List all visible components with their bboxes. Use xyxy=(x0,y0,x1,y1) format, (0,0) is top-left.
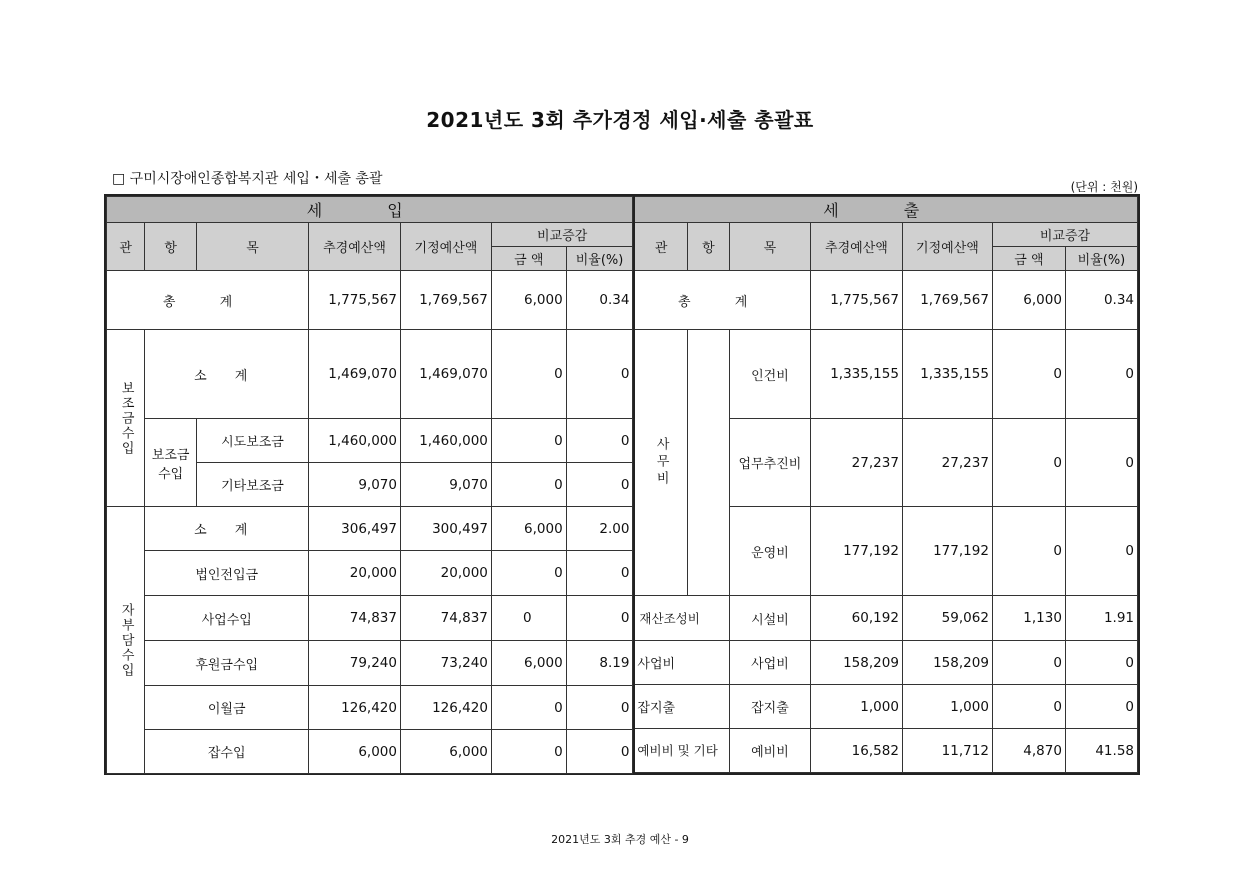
cell-diff: 1,130 xyxy=(992,596,1065,641)
cell-mok: 시도보조금 xyxy=(196,419,308,463)
cell-prev: 27,237 xyxy=(902,419,992,507)
gwan-self-funded: 자부담수입 xyxy=(107,507,145,774)
col-previous-budget: 기정예산액 xyxy=(400,223,491,271)
cell-ratio: 41.58 xyxy=(1065,729,1137,773)
total-diff: 6,000 xyxy=(491,271,566,330)
cell-ratio: 0 xyxy=(1065,330,1137,419)
cell-ratio: 0 xyxy=(566,330,633,419)
cell-supp: 79,240 xyxy=(309,641,401,686)
col-mok: 목 xyxy=(729,223,810,271)
cell-mok: 후원금수입 xyxy=(145,641,309,686)
cell-gwan: 잡지출 xyxy=(634,685,729,729)
cell-mok: 사업비 xyxy=(729,641,810,685)
cell-diff: 6,000 xyxy=(491,641,566,686)
cell-supp: 16,582 xyxy=(810,729,902,773)
revenue-table xyxy=(106,196,633,774)
col-comparison: 비교증감 xyxy=(992,223,1137,247)
page-footer: 2021년도 3회 추경 예산 - 9 xyxy=(551,833,689,846)
gwan-office-expenses: 사무비 xyxy=(634,330,687,596)
cell-mok: 잡지출 xyxy=(729,685,810,729)
table-row-total xyxy=(634,271,1137,330)
table-row xyxy=(634,685,1137,729)
cell-diff: 0 xyxy=(491,330,566,419)
cell-ratio: 2.00 xyxy=(566,507,633,551)
cell-prev: 9,070 xyxy=(400,463,491,507)
cell-diff: 0 xyxy=(491,730,566,774)
cell-diff: 0 xyxy=(992,507,1065,596)
cell-mok: 예비비 xyxy=(729,729,810,773)
cell-mok: 시설비 xyxy=(729,596,810,641)
cell-diff: 0 xyxy=(992,330,1065,419)
cell-ratio: 0 xyxy=(1065,641,1137,685)
col-mok: 목 xyxy=(196,223,308,271)
cell-diff: 0 xyxy=(992,419,1065,507)
cell-gwan: 사업비 xyxy=(634,641,729,685)
col-previous-budget: 기정예산액 xyxy=(902,223,992,271)
table-row xyxy=(107,419,633,463)
cell-prev: 1,460,000 xyxy=(400,419,491,463)
cell-mok: 사업수입 xyxy=(145,596,309,641)
section-subtitle: □ 구미시장애인종합복지관 세입・세출 총괄 xyxy=(112,171,383,187)
cell-ratio: 1.91 xyxy=(1065,596,1137,641)
table-row xyxy=(634,729,1137,773)
cell-supp: 6,000 xyxy=(309,730,401,774)
cell-mok: 이월금 xyxy=(145,686,309,730)
revenue-heading: 세 입 xyxy=(107,197,633,223)
cell-diff: 0 xyxy=(491,419,566,463)
cell-ratio: 0 xyxy=(566,730,633,774)
table-row xyxy=(107,641,633,686)
cell-prev: 158,209 xyxy=(902,641,992,685)
cell-mok: 운영비 xyxy=(729,507,810,596)
table-row xyxy=(107,507,633,551)
cell-prev: 1,000 xyxy=(902,685,992,729)
cell-mok: 인건비 xyxy=(729,330,810,419)
cell-prev: 1,335,155 xyxy=(902,330,992,419)
total-diff: 6,000 xyxy=(992,271,1065,330)
cell-prev: 20,000 xyxy=(400,551,491,596)
cell-supp: 74,837 xyxy=(309,596,401,641)
total-ratio: 0.34 xyxy=(1065,271,1137,330)
cell-prev: 6,000 xyxy=(400,730,491,774)
col-amount: 금 액 xyxy=(491,247,566,271)
table-row xyxy=(107,686,633,730)
hang-subsidy: 보조금수입 xyxy=(145,419,197,507)
gwan-subsidy: 보조금수입 xyxy=(107,330,145,507)
cell-ratio: 8.19 xyxy=(566,641,633,686)
table-row xyxy=(107,330,633,419)
col-ratio: 비율(%) xyxy=(1065,247,1137,271)
cell-supp: 177,192 xyxy=(810,507,902,596)
col-gwan: 관 xyxy=(107,223,145,271)
cell-diff: 0 xyxy=(491,596,566,641)
cell-prev: 300,497 xyxy=(400,507,491,551)
cell-supp: 1,460,000 xyxy=(309,419,401,463)
cell-diff: 6,000 xyxy=(491,507,566,551)
cell-prev: 59,062 xyxy=(902,596,992,641)
total-prev: 1,769,567 xyxy=(902,271,992,330)
table-row xyxy=(107,730,633,774)
total-supp: 1,775,567 xyxy=(810,271,902,330)
cell-diff: 4,870 xyxy=(992,729,1065,773)
cell-ratio: 0 xyxy=(566,419,633,463)
table-row xyxy=(107,596,633,641)
total-prev: 1,769,567 xyxy=(400,271,491,330)
cell-supp: 60,192 xyxy=(810,596,902,641)
cell-ratio: 0 xyxy=(566,686,633,730)
subtotal-label: 소 계 xyxy=(145,330,309,419)
cell-ratio: 0 xyxy=(1065,419,1137,507)
cell-diff: 0 xyxy=(491,551,566,596)
cell-diff: 0 xyxy=(992,685,1065,729)
table-row xyxy=(634,596,1137,641)
cell-prev: 11,712 xyxy=(902,729,992,773)
col-amount: 금 액 xyxy=(992,247,1065,271)
cell-diff: 0 xyxy=(992,641,1065,685)
table-row-total xyxy=(107,271,633,330)
cell-mok: 잡수입 xyxy=(145,730,309,774)
table-row xyxy=(107,551,633,596)
col-comparison: 비교증감 xyxy=(491,223,633,247)
cell-mok: 업무추진비 xyxy=(729,419,810,507)
hang-empty xyxy=(687,330,729,596)
col-supplementary-budget: 추경예산액 xyxy=(810,223,902,271)
cell-diff: 0 xyxy=(491,463,566,507)
total-label: 총 계 xyxy=(107,271,309,330)
col-hang: 항 xyxy=(687,223,729,271)
cell-ratio: 0 xyxy=(1065,507,1137,596)
cell-prev: 1,469,070 xyxy=(400,330,491,419)
cell-supp: 1,335,155 xyxy=(810,330,902,419)
cell-mok: 기타보조금 xyxy=(196,463,308,507)
budget-summary-tables xyxy=(104,194,1140,775)
cell-supp: 1,000 xyxy=(810,685,902,729)
cell-prev: 126,420 xyxy=(400,686,491,730)
expenditure-heading: 세 출 xyxy=(634,197,1137,223)
cell-ratio: 0 xyxy=(566,463,633,507)
cell-prev: 74,837 xyxy=(400,596,491,641)
cell-supp: 20,000 xyxy=(309,551,401,596)
subtotal-label: 소 계 xyxy=(145,507,309,551)
cell-supp: 27,237 xyxy=(810,419,902,507)
col-supplementary-budget: 추경예산액 xyxy=(309,223,401,271)
cell-gwan: 예비비 및 기타 xyxy=(634,729,729,773)
table-row xyxy=(634,641,1137,685)
cell-prev: 73,240 xyxy=(400,641,491,686)
cell-supp: 306,497 xyxy=(309,507,401,551)
cell-diff: 0 xyxy=(491,686,566,730)
cell-gwan: 재산조성비 xyxy=(634,596,729,641)
total-supp: 1,775,567 xyxy=(309,271,401,330)
cell-mok: 법인전입금 xyxy=(145,551,309,596)
cell-prev: 177,192 xyxy=(902,507,992,596)
page-title: 2021년도 3회 추가경정 세입·세출 총괄표 xyxy=(426,108,814,132)
total-label: 총 계 xyxy=(634,271,810,330)
table-row xyxy=(634,330,1137,419)
col-hang: 항 xyxy=(145,223,197,271)
cell-supp: 1,469,070 xyxy=(309,330,401,419)
cell-supp: 158,209 xyxy=(810,641,902,685)
unit-label: (단위 : 천원) xyxy=(1070,180,1138,194)
cell-ratio: 0 xyxy=(1065,685,1137,729)
cell-ratio: 0 xyxy=(566,551,633,596)
cell-supp: 126,420 xyxy=(309,686,401,730)
cell-ratio: 0 xyxy=(566,596,633,641)
col-ratio: 비율(%) xyxy=(566,247,633,271)
total-ratio: 0.34 xyxy=(566,271,633,330)
cell-supp: 9,070 xyxy=(309,463,401,507)
col-gwan: 관 xyxy=(634,223,687,271)
expenditure-table xyxy=(633,196,1138,773)
